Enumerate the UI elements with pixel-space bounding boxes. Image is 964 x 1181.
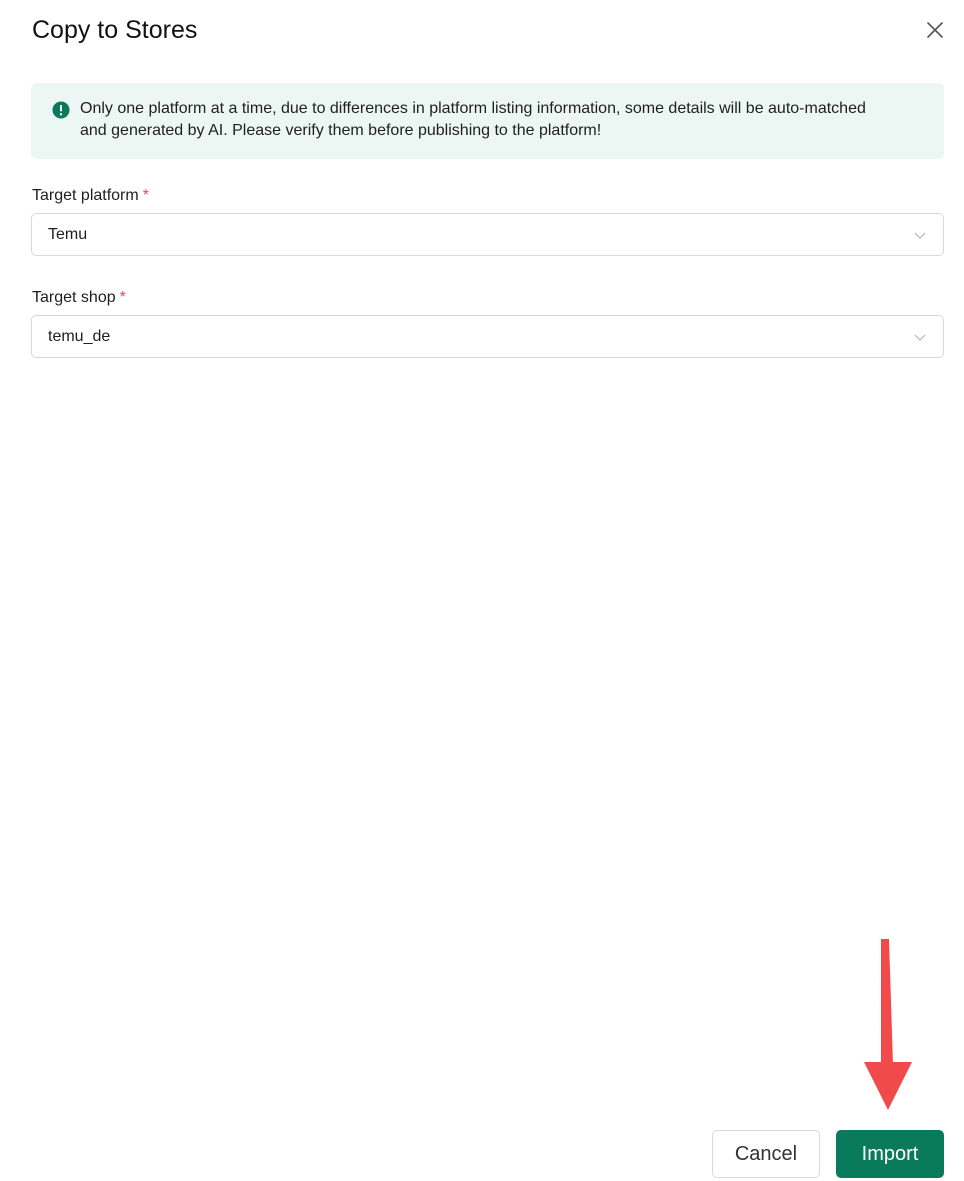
close-button[interactable]	[922, 17, 948, 43]
info-alert	[31, 83, 944, 159]
target-shop-label-text: Target shop	[32, 289, 116, 306]
target-shop-label	[32, 287, 126, 309]
target-shop-select[interactable]	[31, 315, 944, 358]
close-icon	[925, 20, 945, 40]
required-mark: *	[142, 187, 149, 204]
required-mark: *	[119, 289, 126, 306]
exclamation-circle-icon	[52, 101, 70, 119]
target-platform-label-text: Target platform	[32, 187, 139, 204]
target-platform-select[interactable]	[31, 213, 944, 256]
arrow-down-icon	[860, 936, 916, 1112]
chevron-down-icon	[913, 330, 927, 344]
target-shop-value: temu_de	[48, 328, 111, 345]
chevron-down-icon	[913, 228, 927, 242]
cancel-button[interactable]: Cancel	[712, 1130, 820, 1178]
alert-message: Only one platform at a time, due to differences in platform listing information, some details will be auto-matched and generated by AI. Please verify them before publishing to the platform!	[80, 100, 866, 139]
target-platform-value: Temu	[48, 226, 88, 243]
import-button[interactable]: Import	[836, 1130, 944, 1178]
dialog-title: Copy to Stores	[32, 16, 198, 44]
target-platform-label	[32, 185, 149, 207]
